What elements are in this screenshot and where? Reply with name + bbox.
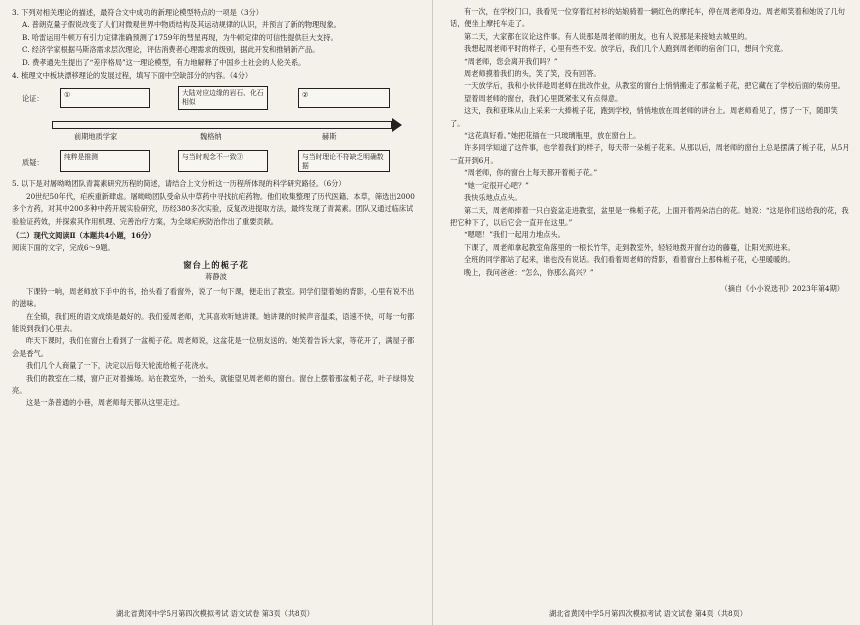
doubt-label: 质疑：	[22, 158, 44, 168]
story-paragraph: 昨天下课时，我们在窗台上看到了一盆栀子花。周老师说，这盆花是一位朋友送的。她笑着告诉大家，等花开了，满屋子都会是香气。	[12, 336, 415, 358]
story-title: 窗台上的栀子花	[183, 259, 249, 270]
question-3-option-d: D. 费孝通先生提出了“差序格局”这一理论模型，有力地解释了中国乡土社会的人伦关系。	[22, 57, 306, 67]
story-paragraph: 我想起周老师平时的样子，心里有些不安。放学后，我们几个人跑到周老师的宿舍门口，想问个究竟。	[464, 44, 788, 54]
page-footer-right: 湖北省黄冈中学5月第四次模拟考试 语文试卷 第4页（共8页）	[549, 609, 747, 618]
story-paragraph: “她一定很开心吧？”	[464, 180, 529, 190]
blank-box-1	[60, 88, 150, 108]
story-source: （摘自《小小说选刊》2023年第4期）	[720, 283, 844, 293]
question-3-stem: 3. 下列对相关理论的描述，最符合文中成功的新理论模型特点的一项是（3分）	[12, 8, 263, 17]
question-3-option-c: C. 经济学家根据马斯洛需求层次理论，评估消费者心理需求的级别，据此开发和推销新产品。	[22, 45, 320, 55]
question-4-stem: 4. 梳理文中板块漂移理论的发展过程，填写下面中空缺部分的内容。（4分）	[12, 71, 253, 81]
story-paragraph: 这天，我和亚珠从山上采来一大捧栀子花，跑到学校，悄悄地放在周老师的讲台上。周老师看见了，愣了一下，随即笑了。	[450, 106, 838, 128]
timeline-arrow-head	[392, 118, 402, 132]
story-paragraph: “这花真好看。”她把花插在一只玻璃瓶里，放在窗台上。	[464, 131, 641, 141]
question-5-passage: 20世纪50年代，疟疾重新肆虐。屠呦呦团队受命从中草药中寻找抗疟药物。他们收集整理了历代医籍、本草，筛选出2000多个方药，对其中200多种中药开展实验研究，历经380多次实验，反复改进提取方法，最终发现了青蒿素。团队又通过临床试验验证药效，并探索其作用机理、完善治疗方案，为全球疟疾防治作出了重要贡献。	[12, 191, 415, 226]
doubt-box-1-text: 纯粹是推测	[64, 153, 98, 162]
story-paragraph: 第二天，大家都在议论这件事。有人说那是周老师的朋友，也有人说那是来接她去城里的。	[464, 31, 752, 41]
blank-box-3	[298, 88, 390, 108]
evidence-box	[178, 86, 268, 110]
story-paragraph: 我快乐地点点头。	[464, 193, 522, 203]
scientist-wegener: 魏格纳	[200, 132, 222, 142]
doubt-box-3-text: 与当时理论不符缺乏明确数据	[302, 153, 384, 171]
story-author: 蒋静波	[205, 272, 227, 282]
story-paragraph: 一天放学后，我和小伙伴趁周老师在批改作业，从教室的窗台上悄悄搬走了那盆栀子花，把它藏在了学校后面的柴房里。	[464, 81, 845, 91]
doubt-box-2	[178, 150, 268, 172]
question-5-stem: 5. 以下是对屠呦呦团队青蒿素研究历程的简述，请结合上文分析这一历程所体现的科学研究路径。（6分）	[12, 179, 346, 189]
page-footer-left: 湖北省黄冈中学5月第四次模拟考试 语文试卷 第3页（共8页）	[116, 609, 314, 618]
story-paragraph: 在全镇，我们班的语文成绩是最好的。我们爱周老师，尤其喜欢听她讲课。她讲课的时候声音温柔，语速不快，可每一句都能说到我们心里去。	[12, 311, 415, 333]
story-paragraph: 周老师摸着我们的头，笑了笑，没有回答。	[464, 69, 601, 79]
question-3-option-b: B. 哈雷运用牛顿万有引力定律准确预测了1759年的彗星再现，为牛顿定律的可信性提供巨大支持。	[22, 32, 338, 42]
story-paragraph: 望着周老师的窗台，我们心里既紧张又有点得意。	[464, 93, 623, 103]
argument-label: 论证：	[22, 94, 44, 104]
doubt-box-3	[298, 150, 390, 172]
story-paragraph: 全班的同学都站了起来，谁也没有说话。我们看着周老师的背影，看着窗台上那株栀子花，心里暖暖的。	[464, 255, 795, 265]
section-heading: （二）现代文阅读Ⅱ（本题共4小题，16分）	[12, 231, 156, 241]
story-paragraph: 许多同学知道了这件事，也学着我们的样子，每天带一朵栀子花来。从那以后，周老师的窗台上总是摆满了栀子花，从5月一直开到6月。	[450, 143, 850, 165]
evidence-box-text: 大陆对应边缘的岩石、化石相似	[182, 89, 264, 107]
story-paragraph: 下课铃一响，周老师放下手中的书，抬头看了看窗外，说了一句下课，便走出了教室。同学们望着她的背影，心里有说不出的滋味。	[12, 286, 415, 309]
story-paragraph: “周老师，你的窗台上每天都开着栀子花。”	[464, 168, 598, 178]
scientist-hess: 赫斯	[322, 132, 337, 142]
scientist-early-geologists: 前期地质学家	[74, 132, 118, 142]
blank-box-3-text: ②	[302, 91, 309, 100]
story-paragraph: 下课了，周老师拿起教室角落里的一根长竹竿，走到教室外，轻轻地拨开窗台边的藤蔓，让阳光照进来。	[464, 242, 795, 252]
timeline-arrow	[52, 121, 392, 129]
doubt-box-1	[60, 150, 150, 172]
story-paragraph: 我们的教室在二楼，窗户正对着操场。站在教室外，一抬头，就能望见周老师的窗台。窗台上摆着那盆栀子花，叶子绿得发亮。	[12, 373, 415, 395]
doubt-box-2-text: 与当时观念不一致③	[182, 153, 244, 162]
story-paragraph: 这是一条普通的小巷，周老师每天都从这里走过。	[26, 398, 185, 408]
story-paragraph: 晚上，我问爸爸：“怎么，你那么高兴？”	[464, 267, 594, 277]
story-paragraph: 第二天，周老师捧着一只白瓷盆走进教室，盆里是一株栀子花，上面开着两朵洁白的花。她说：“这是你们送给我的花，我把它种下了，以后它会一直开在这里。”	[450, 205, 849, 227]
plate-theory-diagram	[12, 86, 420, 176]
page-divider	[432, 0, 433, 625]
reading-instruction: 阅读下面的文字，完成6～9题。	[12, 243, 115, 253]
exam-page-right	[436, 0, 860, 625]
story-paragraph: “周老师，您会离开我们吗？”	[464, 56, 558, 66]
story-paragraph: “嗯嗯！”我们一起用力地点头。	[464, 230, 565, 240]
blank-box-1-text: ①	[64, 91, 71, 100]
question-3-option-a: A. 普朗克量子假说改变了人们对微观世界中物质结构及其运动规律的认识，并预言了新的物理现象。	[22, 20, 341, 30]
story-paragraph: 我们几个人商量了一下，决定以后每天轮流给栀子花浇水。	[26, 361, 213, 371]
story-paragraph: 有一次，在学校门口，我看见一位穿着红衬衫的姑娘骑着一辆红色的摩托车，停在周老师身边。周老师笑着和她说了几句话，便坐上摩托车走了。	[450, 7, 845, 29]
